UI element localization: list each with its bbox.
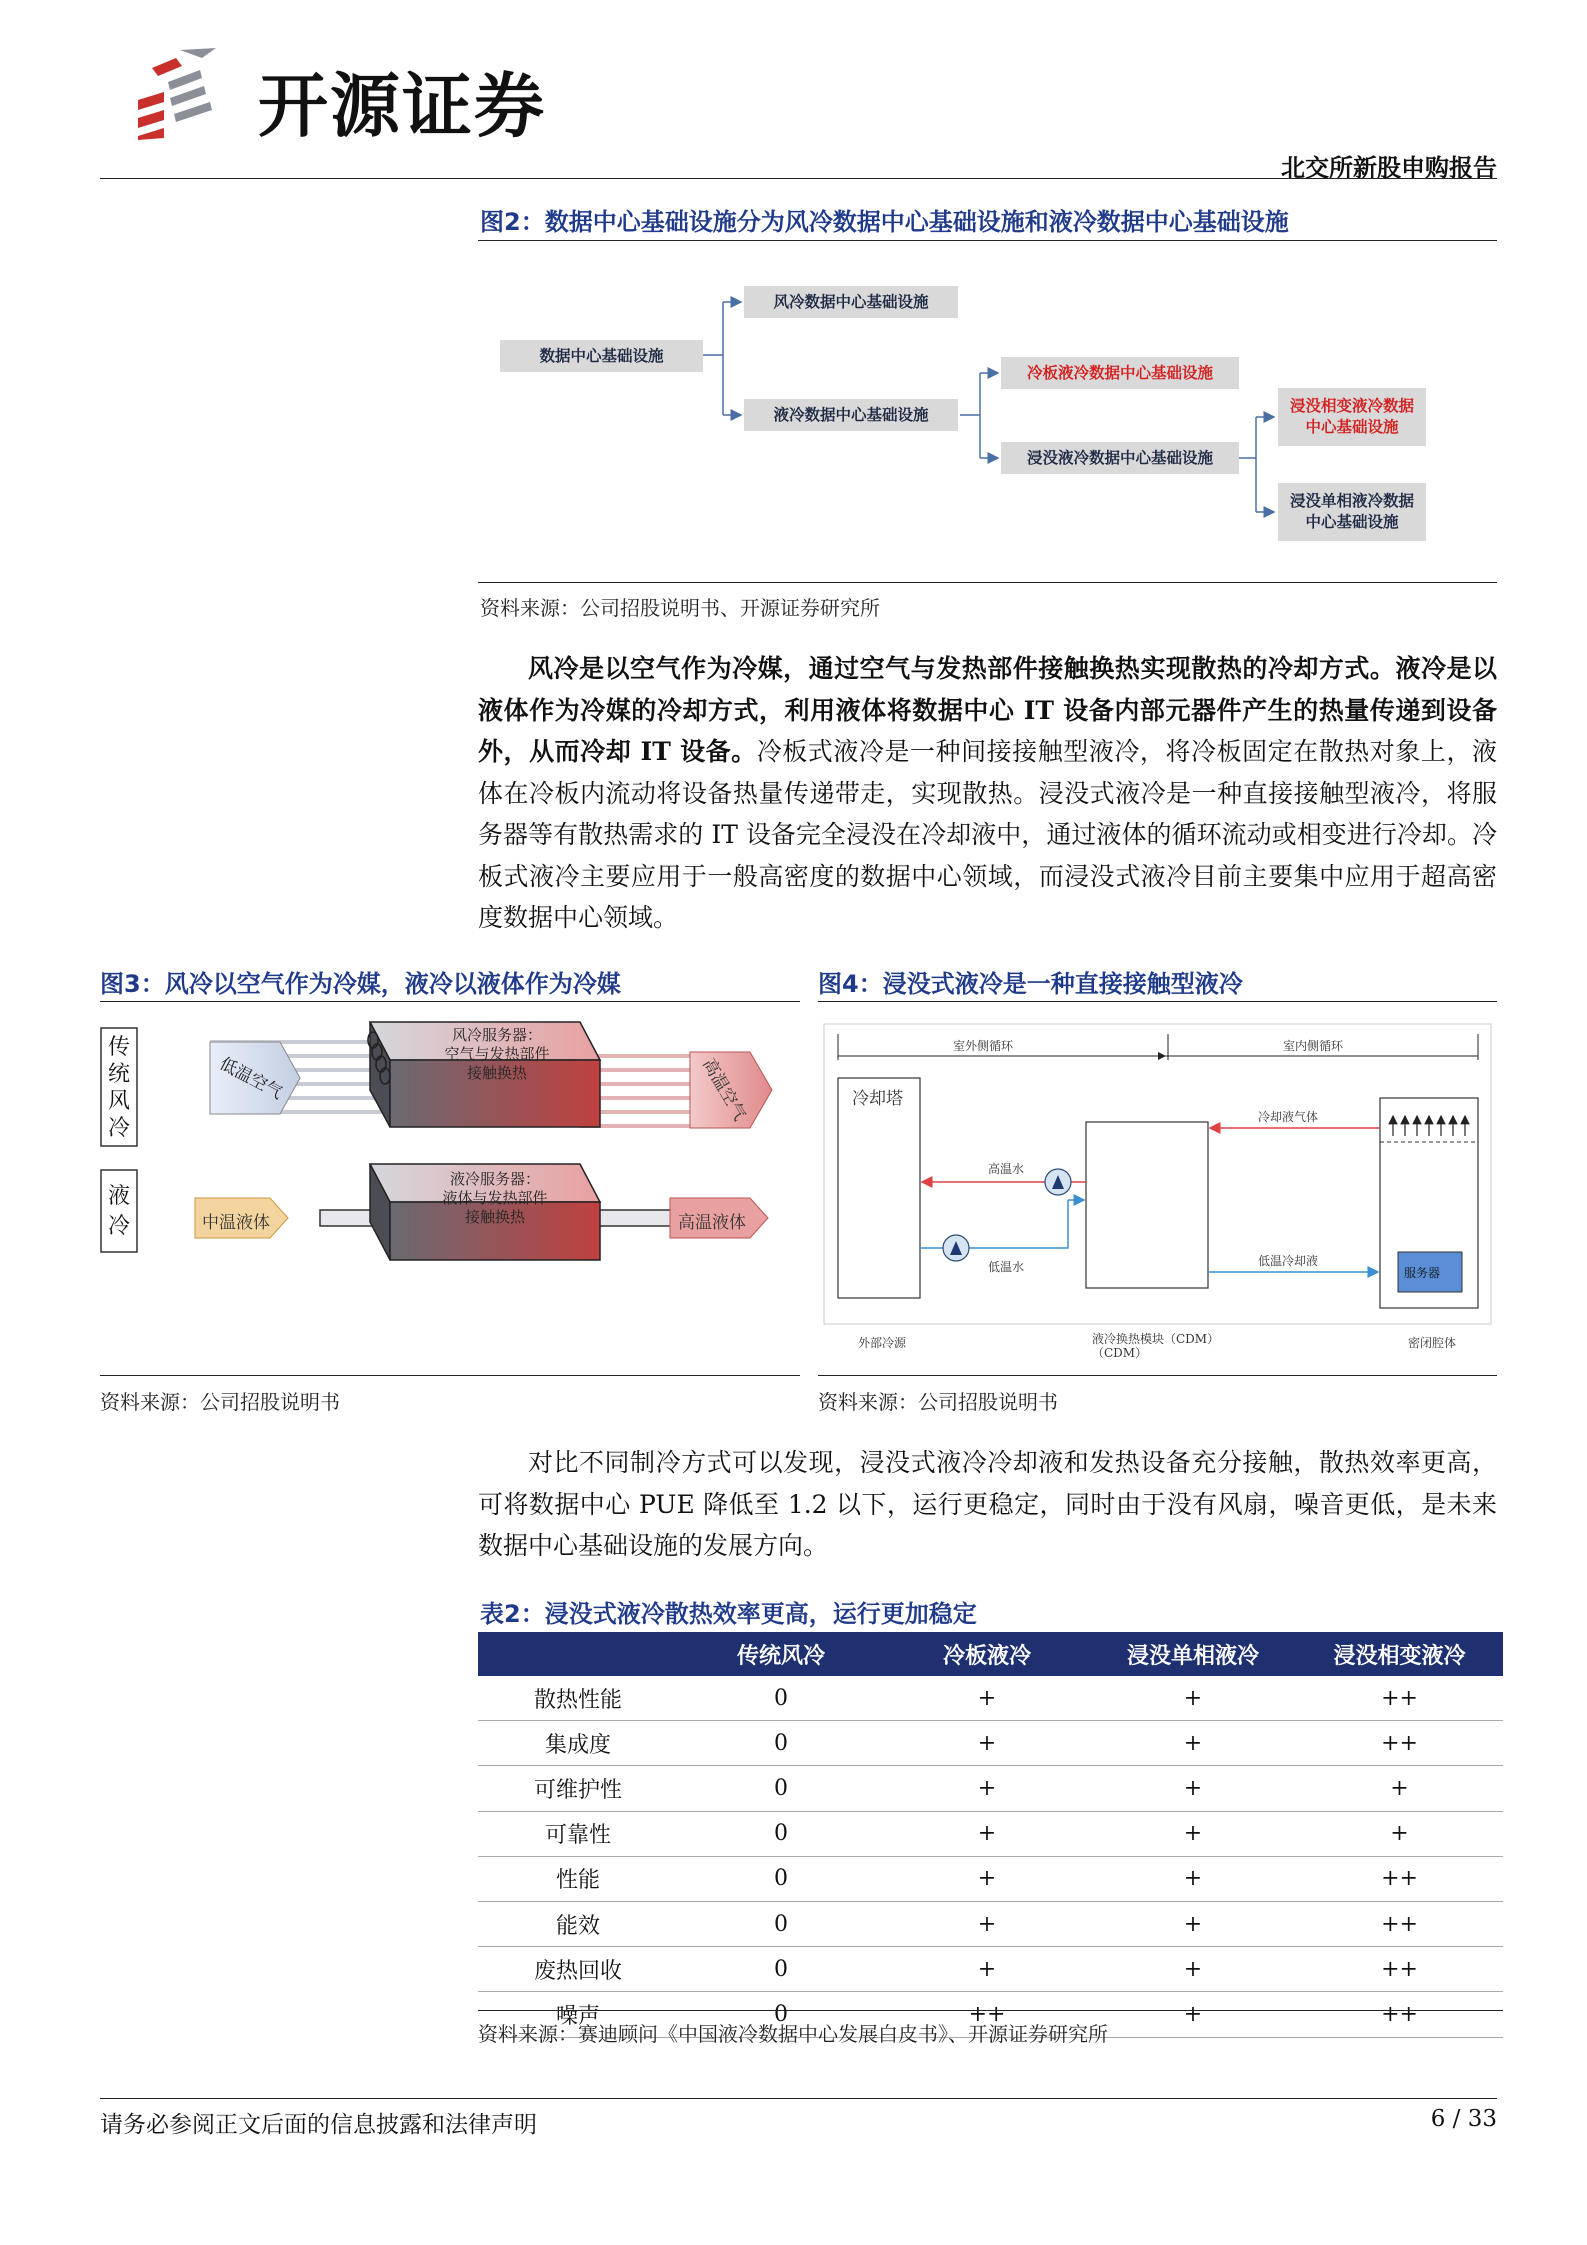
table2-source: 资料来源：赛迪顾问《中国液冷数据中心发展白皮书》、开源证券研究所 [478, 2022, 1108, 2046]
logo [130, 48, 240, 140]
table-cell: + [1090, 1811, 1296, 1856]
figure4-source: 资料来源：公司招股说明书 [818, 1390, 1058, 1414]
table-header-cell [478, 1632, 678, 1676]
table-cell: 0 [678, 1811, 884, 1856]
report-type: 北交所新股申购报告 [1281, 154, 1497, 182]
figure4-title: 图4：浸没式液冷是一种直接接触型液冷 [818, 970, 1243, 998]
figure4-diagram [818, 1020, 1497, 1370]
table-cell: 0 [678, 1947, 884, 1992]
table-cell: + [884, 1766, 1090, 1811]
table-cell: ++ [1296, 1856, 1503, 1901]
label-server: 服务器 [1404, 1266, 1441, 1280]
air-server-line3: 接触换热 [466, 1064, 527, 1082]
label-cooling-tower: 冷却塔 [852, 1089, 903, 1109]
liquid-server-line3: 接触换热 [464, 1208, 525, 1226]
table-cell: + [884, 1721, 1090, 1766]
table-cell: + [1090, 1992, 1296, 2037]
paragraph-cooling-methods-bold: 风冷是以空气作为冷媒，通过空气与发热部件接触换热实现散热的冷却方式。液冷是以液体作为冷媒的冷却方式，利用液体将数据中心 IT 设备内部元器件产生的热量传递到设备外，从而冷却 IT 设备。 [478, 654, 1497, 766]
table-cell: + [884, 1856, 1090, 1901]
table-cell: ++ [1296, 1992, 1503, 2037]
table-cell: + [1296, 1811, 1503, 1856]
paragraph-cooling-methods-body: 冷板式液冷是一种间接接触型液冷，将冷板固定在散热对象上，液体在冷板内流动将设备热量传递带走，实现散热。浸没式液冷是一种直接接触型液冷，将服务器等有散热需求的 IT 设备完全浸没在冷却液中，通过液体的循环流动或相变进行冷却。冷板式液冷主要应用于一般高密度的数据中心领域，而浸没式液冷目前主要集中应用于超高密度数据中心领域。 [478, 737, 1497, 932]
node-cold-plate: 冷板液冷数据中心基础设施 [1001, 357, 1239, 389]
table-cell: ++ [884, 1992, 1090, 2037]
table-cell: + [1296, 1766, 1503, 1811]
table-row [478, 1947, 1503, 1992]
label-liquid: 液冷 [107, 1184, 130, 1239]
figure4-bottom-rule [818, 1375, 1497, 1376]
table2 [478, 1632, 1503, 2038]
figure2-bottom-rule [478, 582, 1497, 583]
figure3-source: 资料来源：公司招股说明书 [100, 1390, 340, 1414]
paragraph-cooling-methods [478, 648, 1497, 939]
table-cell: 0 [678, 1766, 884, 1811]
table-cell: + [884, 1676, 1090, 1721]
table-header-row [478, 1632, 1503, 1676]
table-row [478, 1721, 1503, 1766]
table-row [478, 1856, 1503, 1901]
paragraph-comparison: 对比不同制冷方式可以发现，浸没式液冷冷却液和发热设备充分接触，散热效率更高，可将数据中心 PUE 降低至 1.2 以下，运行更稳定，同时由于没有风扇，噪音更低，是未来数据中心基础设施的发展方向。 [478, 1448, 1497, 1560]
table-row-label: 废热回收 [478, 1947, 678, 1992]
table-row-label: 集成度 [478, 1721, 678, 1766]
table-row-label: 性能 [478, 1856, 678, 1901]
figure3-diagram [100, 1012, 800, 1282]
table-header-cell: 浸没单相液冷 [1090, 1632, 1296, 1676]
node-immersion: 浸没液冷数据中心基础设施 [1001, 442, 1239, 474]
label-enclosure: 密闭腔体 [1408, 1336, 1457, 1350]
label-indoor-loop: 室内侧循环 [1283, 1039, 1344, 1053]
label-low-temp-air: 低温空气 [216, 1053, 286, 1104]
figure4-top-rule [818, 1001, 1497, 1002]
page-number: 6 / 33 [1430, 2106, 1497, 2132]
figure3-bottom-rule [100, 1375, 800, 1376]
table-cell: ++ [1296, 1676, 1503, 1721]
table-cell: + [1090, 1676, 1296, 1721]
table-row-label: 噪声 [478, 1992, 678, 2037]
table-row [478, 1676, 1503, 1721]
table-cell: + [1090, 1766, 1296, 1811]
label-traditional-air: 传统风冷 [107, 1035, 130, 1141]
table-cell: + [884, 1811, 1090, 1856]
figure2-title: 图2：数据中心基础设施分为风冷数据中心基础设施和液冷数据中心基础设施 [480, 208, 1289, 236]
table-cell: + [884, 1901, 1090, 1946]
table-cell: + [1090, 1947, 1296, 1992]
table-cell: ++ [1296, 1721, 1503, 1766]
label-low-temp-water: 低温水 [988, 1260, 1025, 1274]
air-server-line2: 空气与发热部件 [444, 1045, 550, 1063]
label-cdm-line2: （CDM） [1092, 1346, 1148, 1360]
label-cdm [1092, 1332, 1219, 1360]
node-single-phase: 浸没单相液冷数据中心基础设施 [1278, 483, 1426, 541]
label-high-temp-air: 高温空气 [698, 1055, 750, 1125]
air-server-line1: 风冷服务器： [451, 1026, 542, 1044]
table-cell: + [1090, 1721, 1296, 1766]
table2-bottom-rule [478, 2010, 1503, 2011]
table-cell: 0 [678, 1992, 884, 2037]
label-coolant-liquid: 低温冷却液 [1258, 1254, 1319, 1268]
label-high-temp-liquid: 高温液体 [678, 1213, 746, 1233]
table-row [478, 1901, 1503, 1946]
label-mid-temp-liquid: 中温液体 [202, 1213, 270, 1233]
table-row [478, 1811, 1503, 1856]
label-external-source: 外部冷源 [858, 1336, 907, 1350]
table-row-label: 能效 [478, 1901, 678, 1946]
table-cell: + [1090, 1901, 1296, 1946]
table-header-cell: 传统风冷 [678, 1632, 884, 1676]
figure3-title: 图3：风冷以空气作为冷媒，液冷以液体作为冷媒 [100, 970, 621, 998]
table-cell: 0 [678, 1901, 884, 1946]
logo-text: 开源证券 [258, 65, 546, 147]
table-cell: 0 [678, 1721, 884, 1766]
figure2-diagram [478, 270, 1497, 570]
table-cell: 0 [678, 1676, 884, 1721]
liquid-server-line2: 液体与发热部件 [442, 1189, 548, 1207]
figure2-source: 资料来源：公司招股说明书、开源证券研究所 [480, 596, 880, 620]
node-air-cooled: 风冷数据中心基础设施 [744, 286, 958, 318]
table-row [478, 1766, 1503, 1811]
footer-rule [100, 2098, 1497, 2099]
table-cell: ++ [1296, 1901, 1503, 1946]
node-root: 数据中心基础设施 [500, 340, 703, 372]
header-rule [100, 178, 1497, 179]
footer-disclaimer: 请务必参阅正文后面的信息披露和法律声明 [100, 2112, 537, 2138]
figure3-top-rule [100, 1001, 800, 1002]
comparison-table [478, 1632, 1503, 2038]
figure4-illustration [818, 1020, 1497, 1370]
table-cell: + [884, 1947, 1090, 1992]
node-liquid-cooled: 液冷数据中心基础设施 [744, 399, 958, 431]
liquid-server-line1: 液冷服务器： [449, 1170, 540, 1188]
label-outdoor-loop: 室外侧循环 [953, 1039, 1014, 1053]
table-row-label: 可维护性 [478, 1766, 678, 1811]
table-row-label: 可靠性 [478, 1811, 678, 1856]
label-cdm-line1: 液冷换热模块（CDM） [1092, 1332, 1220, 1346]
table-cell: ++ [1296, 1947, 1503, 1992]
table-cell: 0 [678, 1856, 884, 1901]
label-coolant-gas: 冷却液气体 [1258, 1110, 1319, 1124]
table-cell: + [1090, 1856, 1296, 1901]
figure2-top-rule [478, 240, 1497, 241]
table-header-cell: 浸没相变液冷 [1296, 1632, 1503, 1676]
node-phase-change: 浸没相变液冷数据中心基础设施 [1278, 388, 1426, 446]
liquid-server-text [410, 1170, 580, 1227]
table-header-cell: 冷板液冷 [884, 1632, 1090, 1676]
table2-title: 表2：浸没式液冷散热效率更高，运行更加稳定 [480, 1600, 977, 1628]
label-high-temp-water: 高温水 [988, 1162, 1025, 1176]
table-row-label: 散热性能 [478, 1676, 678, 1721]
air-server-text [412, 1026, 582, 1083]
logo-mark-icon [130, 48, 240, 140]
